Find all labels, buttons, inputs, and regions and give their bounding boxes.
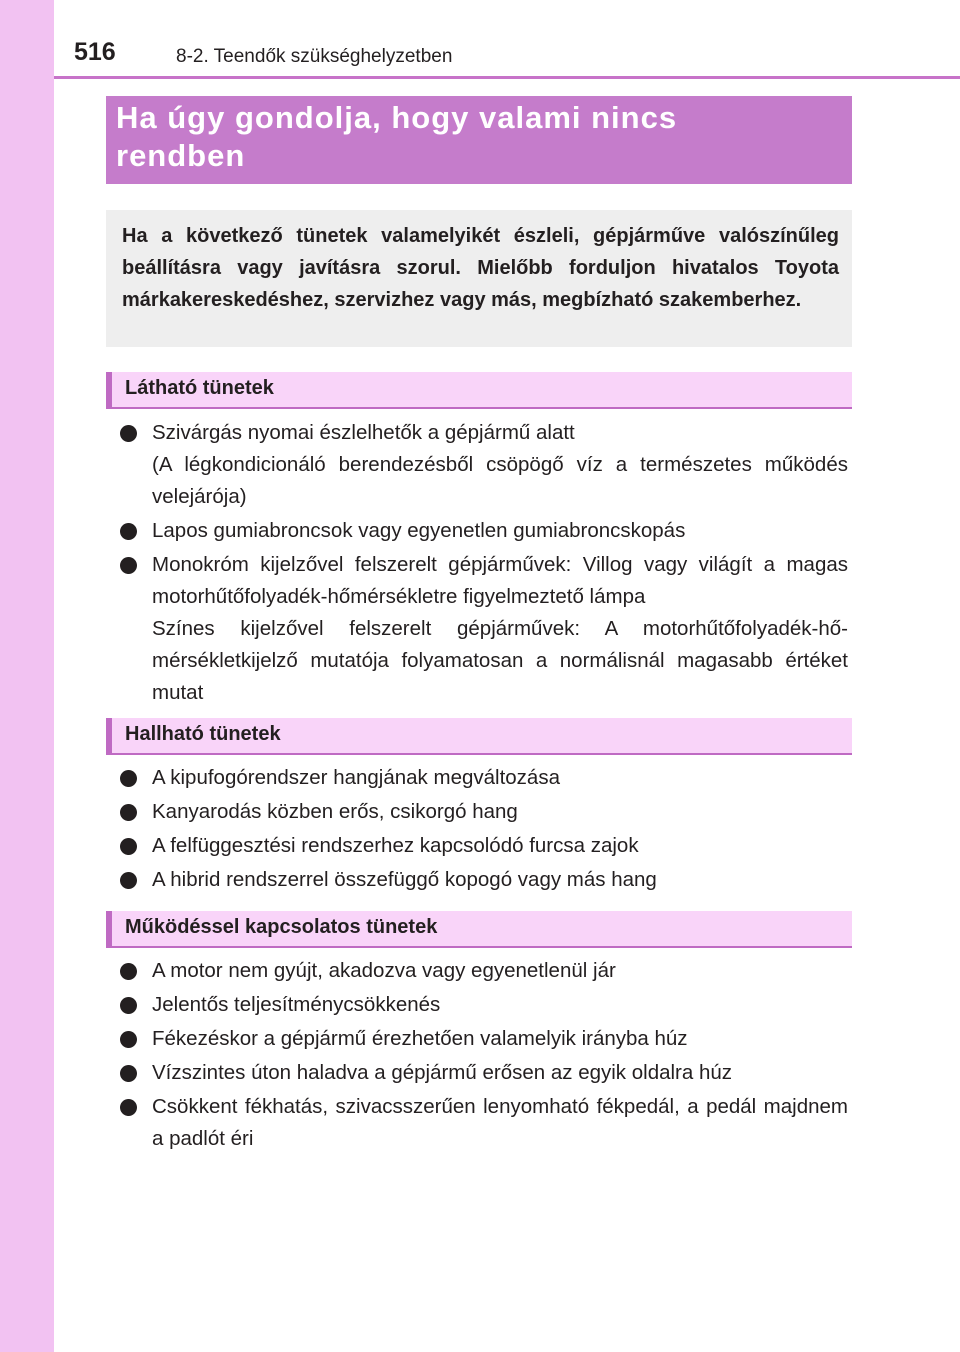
bullet-icon [120,1099,137,1116]
page-title-line2: rendben [116,138,246,173]
bullet-icon [120,1065,137,1082]
bullet-icon [120,963,137,980]
list-item-text: Csökkent fékhatás, szivacsszerűen lenyomható fékpedál, a pedál majdnem a padlót éri [152,1095,848,1150]
bullet-icon [120,997,137,1014]
side-tab-strip [0,0,54,1352]
bullet-icon [120,425,137,442]
list-item [120,417,848,513]
list-item [120,955,848,987]
list-item-subtext: Színes kijelzővel felszerelt gépjárművek: A motorhűtőfolyadék-hőmérsékletkijelző mutatója folyamatosan a normálisnál magasabb értéket mutat [152,617,848,704]
list-item-text: Jelentős teljesítménycsökkenés [152,993,441,1016]
page-title-line1: Ha úgy gondolja, hogy valami nincs [116,100,678,135]
section-heading-visible: Látható tünetek [106,372,852,409]
bullet-icon [120,770,137,787]
list-item-text: A felfüggesztési rendszerhez kapcsolódó furcsa zajok [152,834,639,857]
visible-symptoms-list [120,417,848,711]
bullet-icon [120,1031,137,1048]
operational-symptoms-list [120,955,848,1157]
list-item [120,1091,848,1155]
list-item [120,1023,848,1055]
bullet-icon [120,523,137,540]
list-item [120,762,848,794]
list-item-text: Vízszintes úton haladva a gépjármű erősen az egyik oldalra húz [152,1061,733,1084]
bullet-icon [120,838,137,855]
page-title [106,96,852,184]
list-item [120,830,848,862]
list-item-text: Kanyarodás közben erős, csikorgó hang [152,800,518,823]
bullet-icon [120,804,137,821]
list-item-text: A motor nem gyújt, akadozva vagy egyenetlenül jár [152,959,616,982]
audible-symptoms-list [120,762,848,898]
list-item [120,989,848,1021]
section-heading-audible: Hallható tünetek [106,718,852,755]
list-item [120,796,848,828]
intro-note: Ha a következő tünetek valamelyikét észleli, gépjárműve valószínűleg beállításra vagy javításra szorul. Mielőbb forduljon hivatalos Toyota márkakereskedéshez, szervizhez vagy más, megbízható szakemberhez. [106,210,852,347]
header-divider [54,76,960,79]
list-item [120,515,848,547]
list-item [120,549,848,709]
list-item-text: Lapos gumiabroncsok vagy egyenetlen gumiabroncskopás [152,519,686,542]
list-item [120,864,848,896]
list-item-text: Fékezéskor a gépjármű érezhetően valamelyik irányba húz [152,1027,688,1050]
section-heading-operational: Működéssel kapcsolatos tünetek [106,911,852,948]
list-item-text: A kipufogórendszer hangjának megváltozása [152,766,560,789]
list-item [120,1057,848,1089]
list-item-text: Monokróm kijelzővel felszerelt gépjárművek: Villog vagy világít a magas motorhűtőfolyadék-hőmérsékletre figyelmeztető lámpa [152,553,848,608]
bullet-icon [120,557,137,574]
list-item-subtext: (A légkondicionáló berendezésből csöpögő víz a természetes működés velejárója) [152,453,848,508]
page-number: 516 [74,38,116,66]
bullet-icon [120,872,137,889]
chapter-title: 8-2. Teendők szükséghelyzetben [176,46,453,67]
list-item-text: Szivárgás nyomai észlelhetők a gépjármű alatt [152,421,575,444]
list-item-text: A hibrid rendszerrel összefüggő kopogó vagy más hang [152,868,657,891]
